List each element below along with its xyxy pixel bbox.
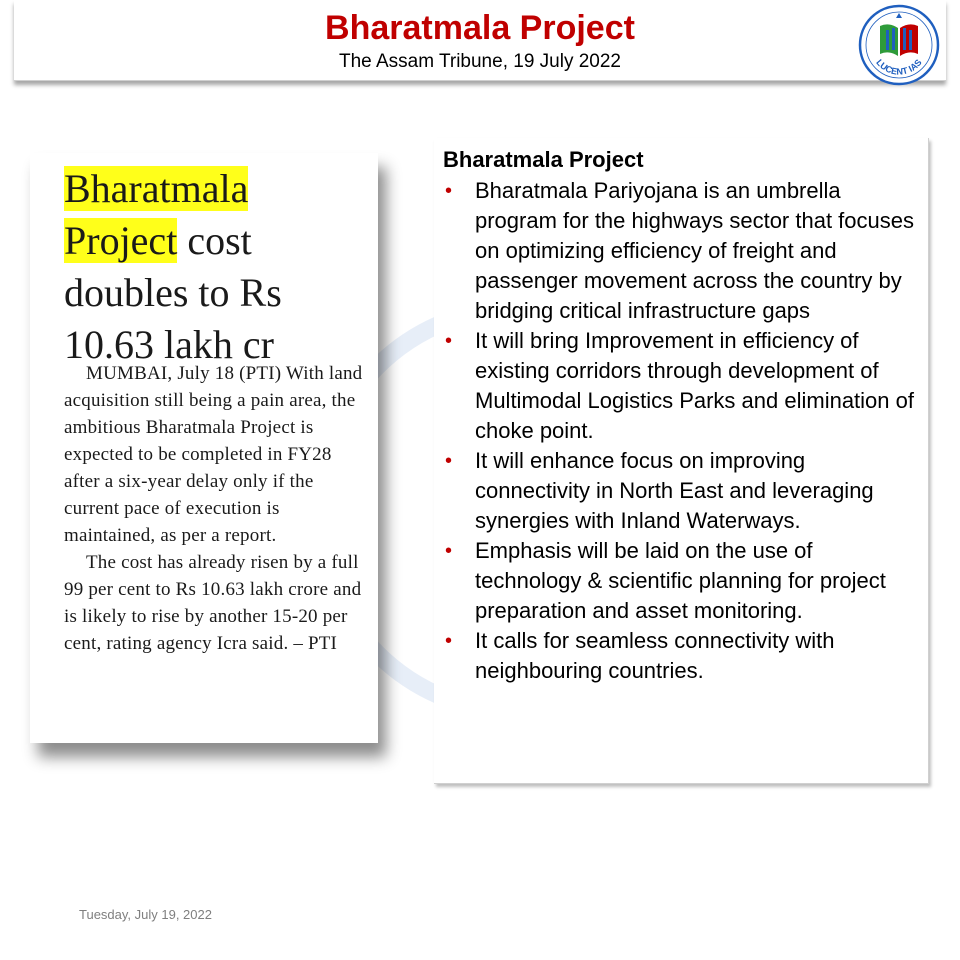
newspaper-clipping <box>30 153 378 743</box>
bullet-icon: • <box>445 330 453 352</box>
page-title: Bharatmala Project <box>325 9 635 47</box>
clipping-headline <box>64 163 364 371</box>
bullet-icon: • <box>445 630 453 652</box>
notes-item-text: Bharatmala Pariyojana is an umbrella program for the highways sector that focuses on optimizing efficiency of freight and passenger movement across the country by bridging critical infrastructure gaps <box>475 178 914 323</box>
clipping-paragraph: MUMBAI, July 18 (PTI) With land acquisition still being a pain area, the ambitious Bharatmala Project is expected to be completed in FY28 after a six-year delay only if the current pace of execution is maintained, as per a report. <box>64 363 363 546</box>
notes-item-text: It calls for seamless connectivity with neighbouring countries. <box>475 628 835 683</box>
notes-item <box>434 626 914 686</box>
notes-item <box>434 326 914 446</box>
notes-box <box>434 138 929 784</box>
bullet-icon: • <box>445 180 453 202</box>
page-subtitle: The Assam Tribune, 19 July 2022 <box>339 51 621 72</box>
notes-item-text: It will enhance focus on improving connectivity in North East and leveraging synergies with Inland Waterways. <box>475 448 874 533</box>
headline-highlight-1: Bharatmala <box>64 166 249 211</box>
bullet-icon: • <box>445 540 453 562</box>
headline-highlight-2: Project <box>64 218 178 263</box>
notes-item-text: It will bring Improvement in efficiency of existing corridors through development of Multimodal Logistics Parks and elimination of choke point. <box>475 328 914 443</box>
clipping-paragraph: The cost has already risen by a full 99 per cent to Rs 10.63 lakh crore and is likely to rise by another 15-20 per cent, rating agency Icra said. – PTI <box>64 552 362 654</box>
notes-title: Bharatmala Project <box>443 147 644 172</box>
logo-text: LUCENT IAS <box>874 57 924 77</box>
notes-item <box>434 176 914 326</box>
headline-text-1: cost <box>177 218 252 263</box>
notes-item <box>434 446 914 536</box>
notes-item <box>434 536 914 626</box>
bullet-icon: • <box>445 450 453 472</box>
header-bar <box>14 0 946 81</box>
lucent-ias-logo-icon <box>858 4 940 86</box>
clipping-body <box>64 360 364 657</box>
notes-item-text: Emphasis will be laid on the use of technology & scientific planning for project preparation and asset monitoring. <box>475 538 886 623</box>
footer-date: Tuesday, July 19, 2022 <box>79 907 212 922</box>
headline-text-2: doubles to Rs <box>64 270 282 315</box>
headline-text-3: 10.63 lakh cr <box>64 322 274 367</box>
notes-list <box>434 176 914 686</box>
